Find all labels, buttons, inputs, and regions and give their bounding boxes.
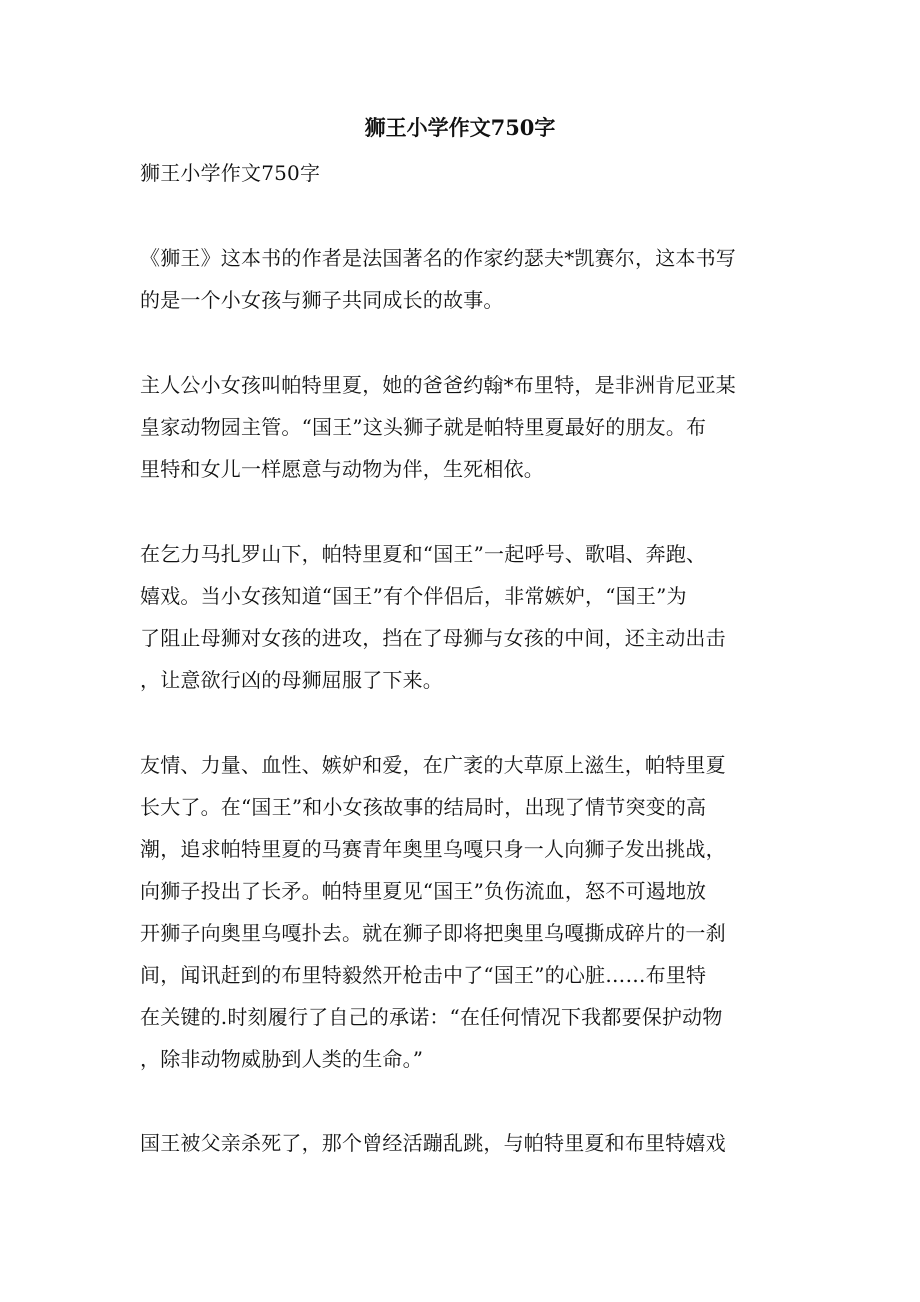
text-line: 主人公小女孩叫帕特里夏，她的爸爸约翰*布里特，是非洲肯尼亚某 [140,373,736,397]
text-line: 向狮子投出了长矛。帕特里夏见“国王”负伤流血，怒不可遏地放 [140,879,707,903]
text-line: 潮，追求帕特里夏的马赛青年奥里乌嘎只身一人向狮子发出挑战， [140,837,726,861]
text-line: 《狮王》这本书的作者是法国著名的作家约瑟夫*凯赛尔，这本书写 [140,246,736,270]
text-line: 里特和女儿一样愿意与动物为伴，生死相依。 [140,457,544,481]
text-line: 国王被父亲杀死了，那个曾经活蹦乱跳，与帕特里夏和布里特嬉戏 [140,1131,726,1155]
text-line: 友情、力量、血性、嫉妒和爱，在广袤的大草原上滋生，帕特里夏 [140,753,726,777]
text-line: 皇家动物园主管。“国王”这头狮子就是帕特里夏最好的朋友。布 [140,415,707,439]
document-title: 狮王小学作文750字 [364,115,556,140]
text-line: 的是一个小女孩与狮子共同成长的故事。 [140,288,504,312]
document-subtitle: 狮王小学作文750字 [140,161,321,185]
text-line: 间，闻讯赶到的布里特毅然开枪击中了“国王”的心脏……布里特 [140,963,707,987]
text-line: 开狮子向奥里乌嘎扑去。就在狮子即将把奥里乌嘎撕成碎片的一刹 [140,921,726,945]
text-line: 长大了。在“国王”和小女孩故事的结局时，出现了情节突变的高 [140,795,707,819]
text-line: ，除非动物威胁到人类的生命。” [140,1047,424,1071]
text-line: 在乞力马扎罗山下，帕特里夏和“国王”一起呼号、歌唱、奔跑、 [140,542,707,566]
text-line: 了阻止母狮对女孩的进攻，挡在了母狮与女孩的中间，还主动出击 [140,626,726,650]
text-line: ，让意欲行凶的母狮屈服了下来。 [140,668,443,692]
text-line: 在关键的.时刻履行了自己的承诺：“在任何情况下我都要保护动物 [140,1005,723,1029]
text-line: 嬉戏。当小女孩知道“国王”有个伴侣后，非常嫉妒，“国王”为 [140,584,687,608]
